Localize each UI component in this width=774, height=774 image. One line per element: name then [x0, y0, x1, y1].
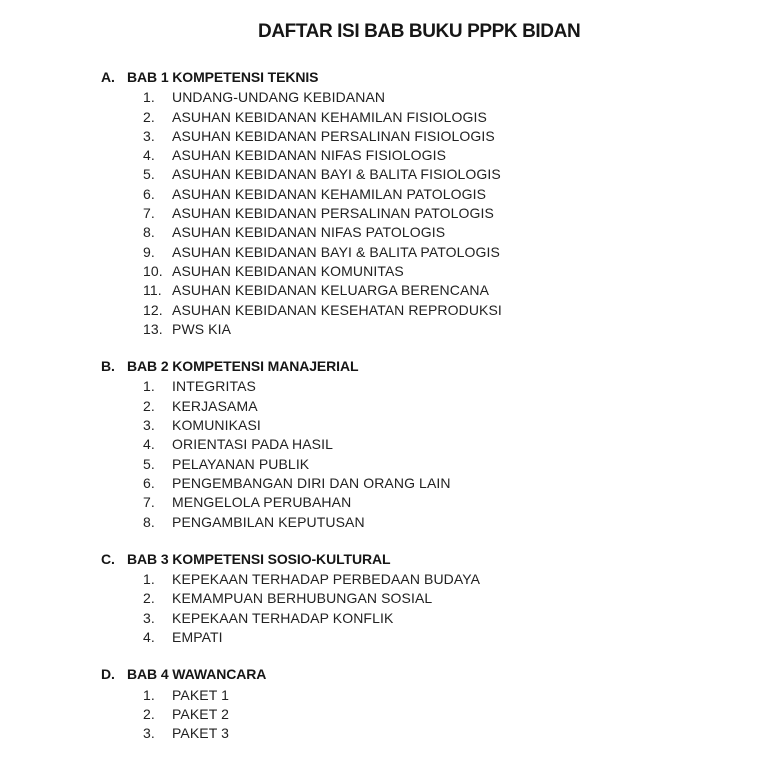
list-item	[101, 435, 734, 454]
list-item	[101, 243, 734, 262]
section-items	[101, 570, 734, 647]
section-items	[101, 686, 734, 744]
item-label: ASUHAN KEBIDANAN NIFAS PATOLOGIS	[172, 224, 446, 241]
toc-sections	[101, 68, 734, 744]
item-number: 6.	[143, 185, 155, 202]
list-item	[101, 223, 734, 242]
list-item	[101, 262, 734, 281]
item-label: ASUHAN KEBIDANAN BAYI & BALITA PATOLOGIS	[172, 243, 500, 260]
item-number: 1.	[143, 89, 155, 106]
item-number: 2.	[143, 397, 155, 414]
list-item	[101, 88, 734, 107]
item-number: 13.	[143, 320, 163, 337]
toc-section	[101, 665, 734, 743]
list-item	[101, 493, 734, 512]
item-label: PENGEMBANGAN DIRI DAN ORANG LAIN	[172, 474, 451, 491]
section-heading: BAB 4 WAWANCARA	[127, 666, 267, 683]
item-label: PAKET 3	[172, 725, 229, 742]
section-header	[101, 665, 734, 684]
item-label: ASUHAN KEBIDANAN KEHAMILAN PATOLOGIS	[172, 185, 487, 202]
list-item	[101, 474, 734, 493]
section-items	[101, 88, 734, 339]
list-item	[101, 513, 734, 532]
item-number: 7.	[143, 205, 155, 222]
item-label: INTEGRITAS	[172, 378, 256, 395]
section-heading: BAB 1 KOMPETENSI TEKNIS	[127, 69, 319, 85]
item-label: ASUHAN KEBIDANAN KOMUNITAS	[172, 262, 404, 279]
item-number: 4.	[143, 436, 155, 453]
section-letter: D.	[101, 666, 115, 683]
item-label: ASUHAN KEBIDANAN NIFAS FISIOLOGIS	[172, 147, 447, 164]
item-number: 9.	[143, 243, 155, 260]
item-label: MENGELOLA PERUBAHAN	[172, 494, 352, 511]
section-header	[101, 68, 734, 87]
list-item	[101, 204, 734, 223]
list-item	[101, 628, 734, 647]
item-number: 12.	[143, 301, 163, 318]
item-label: PWS KIA	[172, 320, 232, 337]
item-label: ASUHAN KEBIDANAN KELUARGA BERENCANA	[172, 282, 490, 299]
item-label: KOMUNIKASI	[172, 417, 261, 434]
item-label: KEPEKAAN TERHADAP PERBEDAAN BUDAYA	[172, 571, 481, 588]
item-number: 3.	[143, 127, 155, 144]
item-label: PAKET 2	[172, 705, 229, 722]
item-number: 4.	[143, 629, 155, 646]
section-letter: C.	[101, 550, 115, 567]
item-number: 2.	[143, 705, 155, 722]
item-number: 3.	[143, 417, 155, 434]
list-item	[101, 281, 734, 300]
item-number: 8.	[143, 224, 155, 241]
item-label: ASUHAN KEBIDANAN BAYI & BALITA FISIOLOGIS	[172, 166, 501, 183]
list-item	[101, 146, 734, 165]
section-heading: BAB 3 KOMPETENSI SOSIO-KULTURAL	[127, 550, 391, 567]
item-number: 10.	[143, 262, 163, 279]
item-label: ASUHAN KEBIDANAN PERSALINAN FISIOLOGIS	[172, 127, 495, 144]
list-item	[101, 416, 734, 435]
list-item	[101, 301, 734, 320]
item-label: PENGAMBILAN KEPUTUSAN	[172, 513, 365, 530]
list-item	[101, 705, 734, 724]
item-label: KERJASAMA	[172, 397, 258, 414]
toc-section	[101, 550, 734, 647]
list-item	[101, 570, 734, 589]
item-number: 4.	[143, 147, 155, 164]
item-number: 8.	[143, 513, 155, 530]
item-label: ASUHAN KEBIDANAN KESEHATAN REPRODUKSI	[172, 301, 502, 318]
list-item	[101, 397, 734, 416]
item-number: 1.	[143, 378, 155, 395]
item-number: 3.	[143, 725, 155, 742]
item-label: PAKET 1	[172, 686, 229, 703]
item-number: 1.	[143, 571, 155, 588]
list-item	[101, 377, 734, 396]
section-items	[101, 377, 734, 531]
item-number: 5.	[143, 455, 155, 472]
list-item	[101, 455, 734, 474]
list-item	[101, 108, 734, 127]
list-item	[101, 185, 734, 204]
item-number: 5.	[143, 166, 155, 183]
list-item	[101, 589, 734, 608]
item-label: ASUHAN KEBIDANAN KEHAMILAN FISIOLOGIS	[172, 108, 487, 125]
section-header	[101, 550, 734, 569]
item-number: 2.	[143, 590, 155, 607]
section-letter: B.	[101, 358, 115, 375]
list-item	[101, 165, 734, 184]
list-item	[101, 724, 734, 743]
item-number: 11.	[143, 282, 162, 299]
toc-section	[101, 357, 734, 532]
item-label: EMPATI	[172, 629, 223, 646]
item-label: PELAYANAN PUBLIK	[172, 455, 310, 472]
item-number: 7.	[143, 494, 155, 511]
page-title: DAFTAR ISI BAB BUKU PPPK BIDAN	[258, 21, 581, 42]
item-number: 1.	[143, 686, 155, 703]
item-label: ASUHAN KEBIDANAN PERSALINAN PATOLOGIS	[172, 205, 494, 222]
section-header	[101, 357, 734, 376]
list-item	[101, 320, 734, 339]
list-item	[101, 127, 734, 146]
section-letter: A.	[101, 69, 115, 85]
section-heading: BAB 2 KOMPETENSI MANAJERIAL	[127, 358, 359, 375]
item-label: ORIENTASI PADA HASIL	[172, 436, 333, 453]
list-item	[101, 609, 734, 628]
item-label: UNDANG-UNDANG KEBIDANAN	[172, 89, 386, 106]
toc-section	[101, 68, 734, 339]
item-number: 6.	[143, 474, 155, 491]
item-label: KEMAMPUAN BERHUBUNGAN SOSIAL	[172, 590, 433, 607]
item-number: 2.	[143, 108, 155, 125]
item-number: 3.	[143, 609, 155, 626]
item-label: KEPEKAAN TERHADAP KONFLIK	[172, 609, 394, 626]
list-item	[101, 686, 734, 705]
